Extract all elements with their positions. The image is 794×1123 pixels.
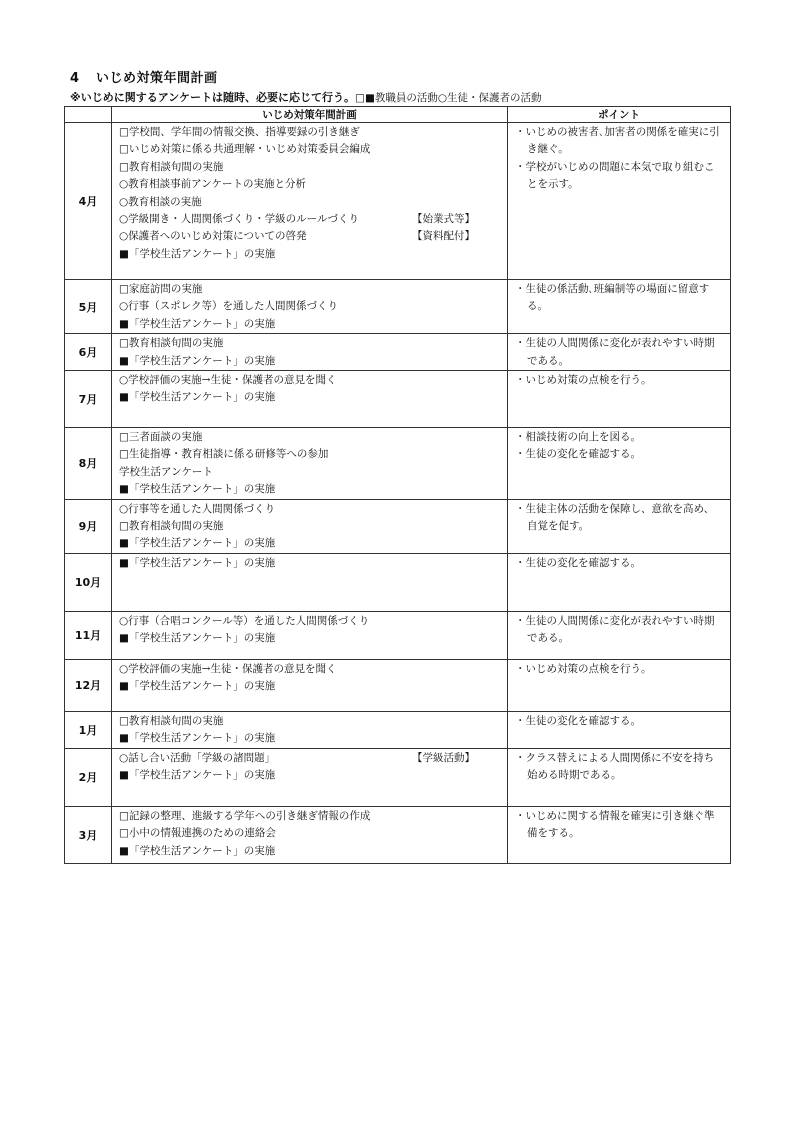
annual-plan-table bbox=[64, 106, 731, 864]
activity-text: □教育相談旬間の実施 bbox=[119, 337, 224, 350]
activity-text: ○行事（合唱コンクール等）を通した人間関係づくり bbox=[119, 614, 370, 627]
activity-text: □教育相談旬間の実施 bbox=[119, 714, 224, 727]
table-row bbox=[65, 123, 731, 280]
activity-text: ○行事（スポレク等）を通した人間関係づくり bbox=[119, 300, 338, 313]
activity-item bbox=[119, 678, 501, 695]
activity-tag: 【資料配付】 bbox=[412, 230, 475, 243]
activity-text: ○学校評価の実施→生徒・保護者の意見を聞く bbox=[119, 662, 337, 675]
activity-item bbox=[119, 481, 501, 498]
activity-text: □家庭訪問の実施 bbox=[119, 283, 203, 295]
activity-text: ■「学校生活アンケート」の実施 bbox=[119, 354, 276, 367]
month-cell: 11月 bbox=[65, 611, 112, 659]
point-cell bbox=[508, 611, 731, 659]
activity-item bbox=[119, 501, 501, 518]
activity-text: □いじめ対策に係る共通理解・いじめ対策委員会編成 bbox=[119, 143, 371, 156]
table-row bbox=[65, 428, 731, 500]
point-item: ・生徒主体の活動を保障し、意欲を高め、自覚を促す。 bbox=[515, 502, 715, 533]
plan-cell bbox=[112, 334, 508, 371]
activity-item bbox=[119, 518, 501, 535]
activity-text: ■「学校生活アンケート」の実施 bbox=[119, 680, 276, 693]
activity-tag: 【学級活動】 bbox=[412, 751, 475, 764]
activity-item bbox=[119, 767, 501, 784]
month-cell: 6月 bbox=[65, 334, 112, 371]
activity-item bbox=[119, 713, 501, 730]
point-item: ・クラス替えによる人間関係に不安を持ち始める時期である。 bbox=[515, 751, 715, 782]
activity-item bbox=[119, 141, 501, 158]
month-cell: 4月 bbox=[65, 123, 112, 280]
table-row bbox=[65, 659, 731, 711]
point-item: ・いじめに関する情報を確実に引き継ぐ準備をする。 bbox=[515, 809, 715, 840]
plan-cell bbox=[112, 553, 508, 611]
activity-text: □記録の整理、進級する学年への引き継ぎ情報の作成 bbox=[119, 809, 371, 822]
activity-text: ■「学校生活アンケート」の実施 bbox=[119, 483, 276, 496]
table-row bbox=[65, 611, 731, 659]
activity-text: □小中の情報連携のための連絡会 bbox=[119, 827, 276, 840]
month-cell: 9月 bbox=[65, 499, 112, 553]
point-cell bbox=[508, 334, 731, 371]
activity-text: ○学級開き・人間関係づくり・学級のルールづくり bbox=[119, 213, 359, 226]
activity-item bbox=[119, 372, 501, 389]
activity-text: ■「学校生活アンケート」の実施 bbox=[119, 317, 276, 330]
activity-item bbox=[119, 843, 501, 860]
activity-text: ○教育相談の実施 bbox=[119, 195, 202, 208]
survey-note: ※いじめに関するアンケートは随時、必要に応じて行う。 bbox=[70, 91, 356, 104]
section-number: 4 bbox=[70, 71, 80, 86]
point-item: ・生徒の変化を確認する。 bbox=[515, 556, 641, 569]
activity-item bbox=[119, 661, 501, 678]
activity-text: ○保護者へのいじめ対策についての啓発 bbox=[119, 230, 307, 243]
month-cell: 5月 bbox=[65, 280, 112, 334]
activity-text: ■「学校生活アンケート」の実施 bbox=[119, 391, 276, 404]
activity-item bbox=[119, 429, 501, 446]
plan-cell bbox=[112, 659, 508, 711]
activity-item bbox=[119, 535, 501, 552]
plan-cell bbox=[112, 371, 508, 428]
point-cell bbox=[508, 371, 731, 428]
activity-text: □教育相談旬間の実施 bbox=[119, 520, 224, 533]
activity-text: ■「学校生活アンケート」の実施 bbox=[119, 769, 276, 782]
activity-text: ■「学校生活アンケート」の実施 bbox=[119, 844, 276, 857]
point-item: ・生徒の係活動､班編制等の場面に留意する。 bbox=[515, 283, 710, 313]
table-row bbox=[65, 806, 731, 863]
month-header bbox=[65, 107, 112, 123]
point-header: ポイント bbox=[508, 107, 731, 123]
activity-item bbox=[119, 389, 501, 406]
table-row bbox=[65, 334, 731, 371]
activity-item bbox=[119, 316, 501, 333]
month-cell: 3月 bbox=[65, 806, 112, 863]
activity-item bbox=[119, 211, 501, 228]
activity-text: □生徒指導・教育相談に係る研修等への参加 bbox=[119, 448, 329, 461]
point-item: ・いじめの被害者､加害者の関係を確実に引き継ぐ。 bbox=[515, 126, 720, 156]
point-cell bbox=[508, 806, 731, 863]
month-cell: 7月 bbox=[65, 371, 112, 428]
activity-item bbox=[119, 750, 501, 767]
month-cell: 10月 bbox=[65, 553, 112, 611]
table-row bbox=[65, 499, 731, 553]
activity-text: ■「学校生活アンケート」の実施 bbox=[119, 537, 276, 550]
plan-cell bbox=[112, 748, 508, 806]
point-item: ・学校がいじめの問題に本気で取り組むことを示す。 bbox=[515, 160, 715, 191]
activity-text: ■「学校生活アンケート」の実施 bbox=[119, 632, 276, 645]
symbol-legend: □■教職員の活動○生徒・保護者の活動 bbox=[355, 92, 542, 104]
activity-item bbox=[119, 228, 501, 245]
activity-text: 学校生活アンケート bbox=[119, 465, 213, 478]
activity-item bbox=[119, 246, 501, 263]
activity-item bbox=[119, 464, 501, 481]
point-item: ・生徒の人間関係に変化が表れやすい時期である。 bbox=[515, 614, 715, 645]
table-row bbox=[65, 371, 731, 428]
table-body bbox=[65, 123, 731, 864]
point-cell bbox=[508, 428, 731, 500]
activity-text: ○話し合い活動「学級の諸問題」 bbox=[119, 751, 276, 764]
plan-cell bbox=[112, 711, 508, 748]
activity-item bbox=[119, 194, 501, 211]
activity-text: ○教育相談事前アンケートの実施と分析 bbox=[119, 178, 307, 191]
point-item: ・いじめ対策の点検を行う。 bbox=[515, 662, 652, 675]
activity-tag: 【始業式等】 bbox=[412, 213, 475, 226]
activity-text: ○学校評価の実施→生徒・保護者の意見を聞く bbox=[119, 374, 337, 387]
section-title: いじめ対策年間計画 bbox=[96, 71, 218, 86]
point-item: ・生徒の変化を確認する。 bbox=[515, 714, 641, 727]
point-item: ・生徒の人間関係に変化が表れやすい時期である。 bbox=[515, 337, 715, 367]
point-item: ・相談技術の向上を図る。 bbox=[515, 431, 641, 444]
table-row bbox=[65, 280, 731, 334]
table-row bbox=[65, 748, 731, 806]
activity-item bbox=[119, 630, 501, 647]
activity-text: □教育相談旬間の実施 bbox=[119, 160, 224, 173]
point-item: ・いじめ対策の点検を行う。 bbox=[515, 374, 652, 387]
activity-text: ○行事等を通した人間関係づくり bbox=[119, 502, 276, 515]
table-header-row bbox=[65, 107, 731, 123]
plan-cell bbox=[112, 806, 508, 863]
activity-item bbox=[119, 335, 501, 352]
activity-item bbox=[119, 555, 501, 572]
activity-item bbox=[119, 446, 501, 463]
plan-cell bbox=[112, 123, 508, 280]
point-cell bbox=[508, 711, 731, 748]
activity-item bbox=[119, 730, 501, 747]
point-cell bbox=[508, 280, 731, 334]
plan-cell bbox=[112, 499, 508, 553]
activity-item bbox=[119, 298, 501, 315]
activity-item bbox=[119, 353, 501, 370]
month-cell: 8月 bbox=[65, 428, 112, 500]
section-heading bbox=[70, 67, 218, 86]
plan-header: いじめ対策年間計画 bbox=[112, 107, 508, 123]
point-item: ・生徒の変化を確認する。 bbox=[515, 448, 641, 461]
activity-item bbox=[119, 808, 501, 825]
activity-item bbox=[119, 613, 501, 630]
note-line bbox=[70, 89, 542, 105]
point-cell bbox=[508, 553, 731, 611]
activity-item bbox=[119, 825, 501, 842]
activity-text: □三者面談の実施 bbox=[119, 431, 203, 444]
month-cell: 1月 bbox=[65, 711, 112, 748]
activity-text: ■「学校生活アンケート」の実施 bbox=[119, 556, 276, 569]
plan-cell bbox=[112, 428, 508, 500]
point-cell bbox=[508, 123, 731, 280]
activity-text: ■「学校生活アンケート」の実施 bbox=[119, 247, 276, 260]
plan-cell bbox=[112, 280, 508, 334]
table-row bbox=[65, 711, 731, 748]
point-cell bbox=[508, 659, 731, 711]
activity-text: ■「学校生活アンケート」の実施 bbox=[119, 732, 276, 745]
activity-item bbox=[119, 176, 501, 193]
activity-item bbox=[119, 159, 501, 176]
point-cell bbox=[508, 499, 731, 553]
activity-text: □学校間、学年間の情報交換、指導要録の引き継ぎ bbox=[119, 126, 360, 138]
month-cell: 2月 bbox=[65, 748, 112, 806]
plan-cell bbox=[112, 611, 508, 659]
activity-item bbox=[119, 281, 501, 298]
activity-item bbox=[119, 124, 501, 141]
month-cell: 12月 bbox=[65, 659, 112, 711]
table-row bbox=[65, 553, 731, 611]
point-cell bbox=[508, 748, 731, 806]
